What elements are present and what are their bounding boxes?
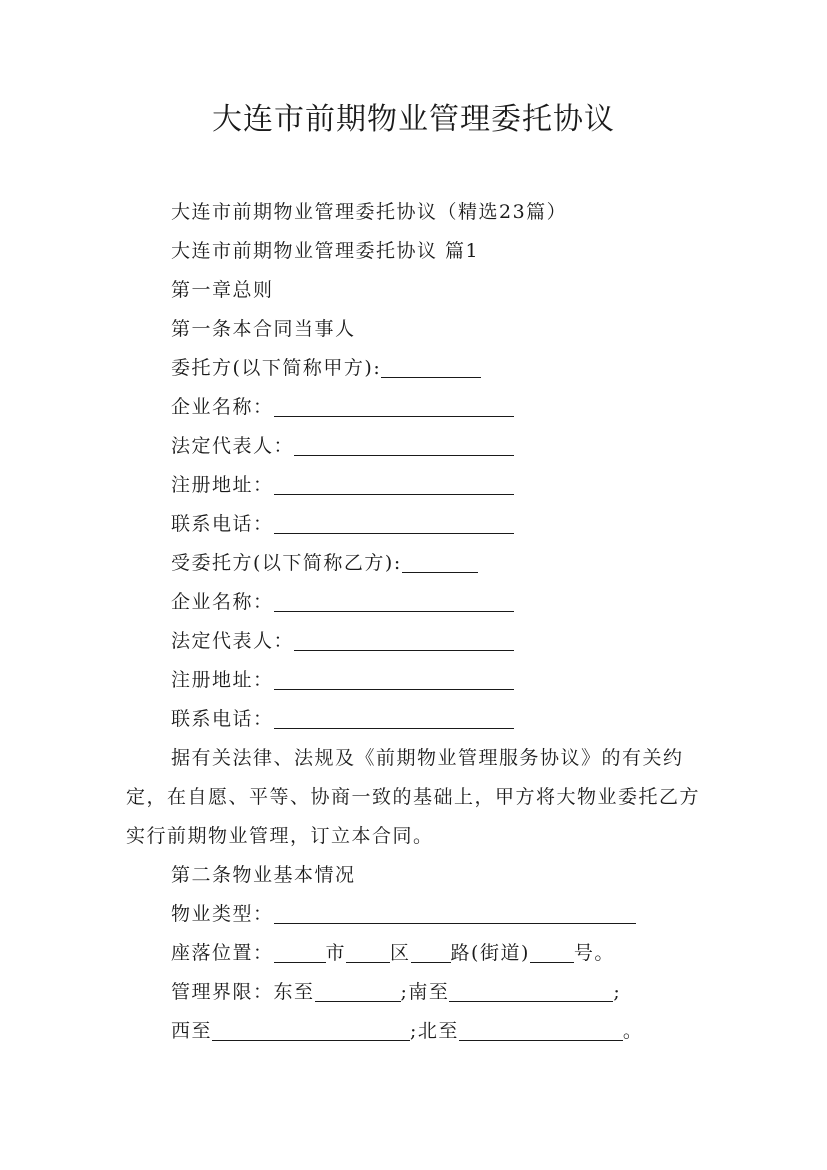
property-type-blank xyxy=(274,901,636,924)
number-label: 号。 xyxy=(573,942,615,964)
property-type-label: 物业类型： xyxy=(171,903,274,925)
phone-line xyxy=(126,700,710,739)
south-blank xyxy=(449,979,613,1002)
boundary-label: 管理界限：东至 xyxy=(171,981,315,1003)
road-blank xyxy=(411,940,451,963)
east-blank xyxy=(315,979,401,1002)
boundary-line-2 xyxy=(126,1012,710,1051)
party-b-blank xyxy=(402,550,478,573)
boundary-line xyxy=(126,973,710,1012)
location-label: 座落位置： xyxy=(171,942,274,964)
south-label: ;南至 xyxy=(400,981,450,1003)
west-blank xyxy=(212,1018,410,1041)
party-a-label: 委托方(以下简称甲方): xyxy=(171,357,382,379)
company-label: 企业名称： xyxy=(171,591,274,613)
period: 。 xyxy=(622,1020,644,1042)
legal-rep-line xyxy=(126,427,710,466)
phone-label: 联系电话： xyxy=(171,708,274,730)
company-label: 企业名称： xyxy=(171,396,274,418)
north-blank xyxy=(459,1018,623,1041)
legal-rep-label: 法定代表人： xyxy=(171,630,295,652)
address-label: 注册地址： xyxy=(171,669,274,691)
company-blank xyxy=(274,394,514,417)
document-title: 大连市前期物业管理委托协议 xyxy=(212,102,615,137)
party-b-label: 受委托方(以下简称乙方): xyxy=(171,552,402,574)
clause-heading: 第二条物业基本情况 xyxy=(171,864,356,886)
legal-rep-line xyxy=(126,622,710,661)
agreement-paragraph: 据有关法律、法规及《前期物业管理服务协议》的有关约定，在自愿、平等、协商一致的基础上，甲方将大物业委托乙方实行前期物业管理，订立本合同。 xyxy=(126,747,701,847)
number-blank xyxy=(530,940,574,963)
address-label: 注册地址： xyxy=(171,474,274,496)
company-line xyxy=(126,388,710,427)
company-blank xyxy=(274,589,514,612)
city-blank xyxy=(274,940,326,963)
legal-rep-blank xyxy=(294,433,514,456)
article-heading: 大连市前期物业管理委托协议 篇1 xyxy=(171,240,480,262)
chapter-heading: 第一章总则 xyxy=(171,279,274,301)
company-line xyxy=(126,583,710,622)
location-line xyxy=(126,934,710,973)
address-line xyxy=(126,661,710,700)
address-blank xyxy=(274,472,514,495)
semicolon: ; xyxy=(613,981,622,1003)
phone-blank xyxy=(274,511,514,534)
phone-label: 联系电话： xyxy=(171,513,274,535)
party-a-blank xyxy=(381,355,481,378)
district-blank xyxy=(346,940,390,963)
clause-heading: 第一条本合同当事人 xyxy=(171,318,356,340)
west-label: 西至 xyxy=(171,1020,213,1042)
address-line xyxy=(126,466,710,505)
subtitle: 大连市前期物业管理委托协议（精选23篇） xyxy=(171,201,568,223)
north-label: ;北至 xyxy=(410,1020,459,1042)
party-b-line xyxy=(126,544,710,583)
party-a-line xyxy=(126,349,710,388)
property-type-line xyxy=(126,895,710,934)
phone-blank xyxy=(274,706,514,729)
city-label: 市 xyxy=(325,942,347,964)
legal-rep-label: 法定代表人： xyxy=(171,435,295,457)
document-body xyxy=(126,193,710,1051)
legal-rep-blank xyxy=(294,628,514,651)
district-label: 区 xyxy=(390,942,411,964)
address-blank xyxy=(274,667,514,690)
phone-line xyxy=(126,505,710,544)
road-label: 路(街道) xyxy=(450,942,530,964)
